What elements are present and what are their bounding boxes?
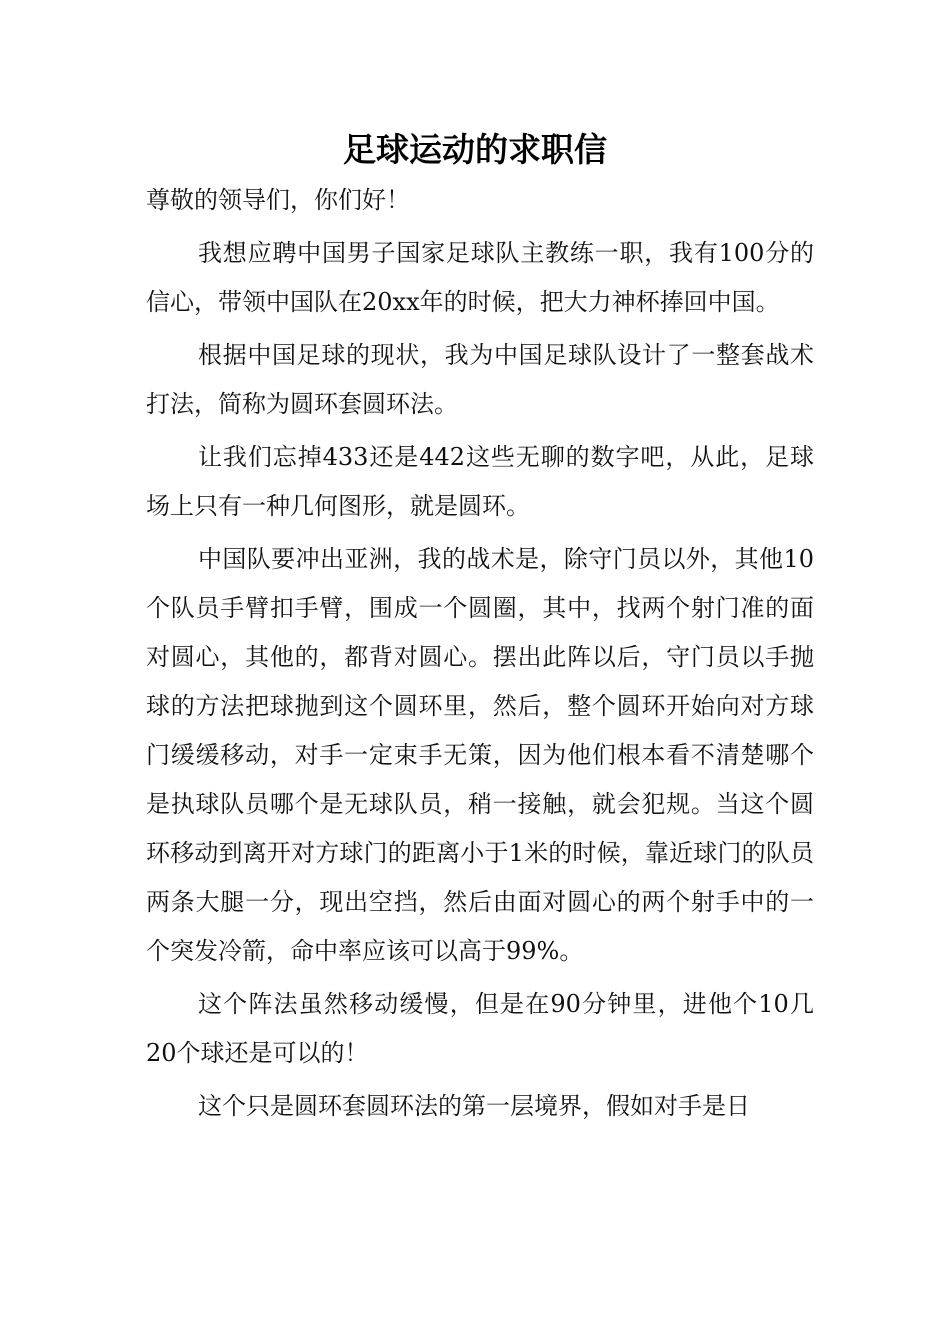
salutation: 尊敬的领导们，你们好！: [146, 186, 410, 214]
paragraph-5: 这个阵法虽然移动缓慢，但是在90分钟里，进他个10几20个球还是可以的！: [146, 990, 814, 1067]
document-body: [146, 176, 814, 1135]
document-title: 足球运动的求职信: [343, 130, 607, 169]
paragraph-6: 这个只是圆环套圆环法的第一层境界，假如对手是日: [198, 1092, 750, 1120]
paragraph-3: 让我们忘掉433还是442这些无聊的数字吧，从此，足球场上只有一种几何图形，就是圆环。: [146, 443, 814, 520]
paragraph-1: 我想应聘中国男子国家足球队主教练一职，我有100分的信心，带领中国队在20xx年的时候，把大力神杯捧回中国。: [146, 239, 814, 316]
paragraph-4: 中国队要冲出亚洲，我的战术是，除守门员以外，其他10个队员手臂扣手臂，围成一个圆圈，其中，找两个射门准的面对圆心，其他的，都背对圆心。摆出此阵以后，守门员以手抛球的方法把球抛到这个圆环里，然后，整个圆环开始向对方球门缓缓移动，对手一定束手无策，因为他们根本看不清楚哪个是执球队员哪个是无球队员，稍一接触，就会犯规。当这个圆环移动到离开对方球门的距离小于1米的时候，靠近球门的队员两条大腿一分，现出空挡，然后由面对圆心的两个射手中的一个突发冷箭，命中率应该可以高于99%。: [146, 545, 814, 965]
paragraph-2: 根据中国足球的现状，我为中国足球队设计了一整套战术打法，简称为圆环套圆环法。: [146, 341, 814, 418]
